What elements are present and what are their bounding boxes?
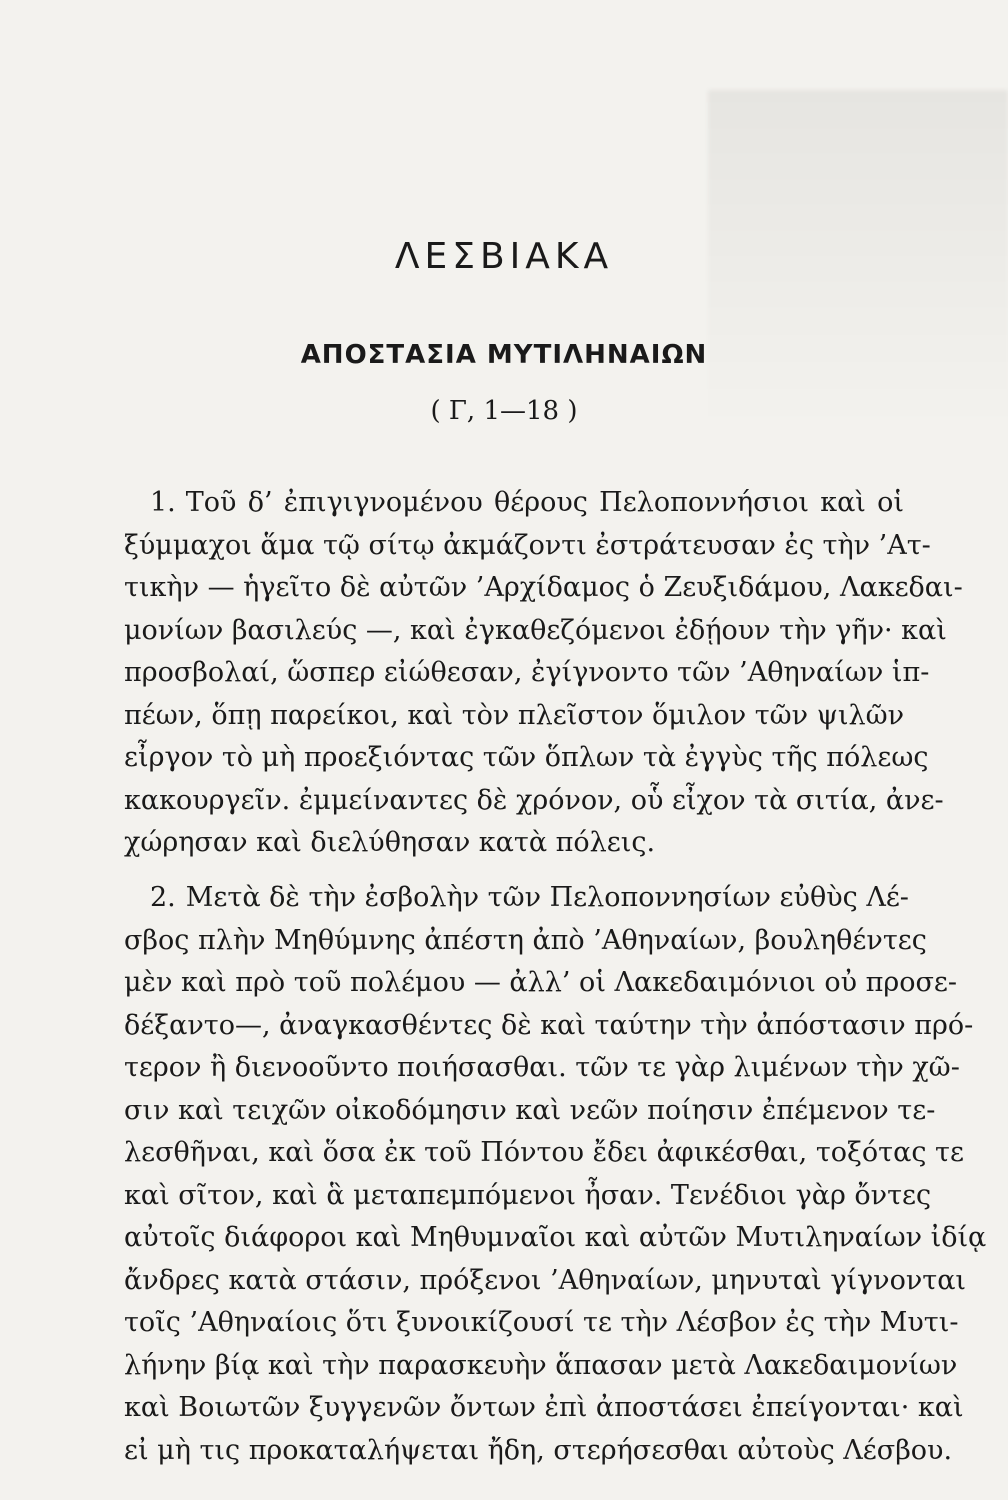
paragraph-line: σιν καὶ τειχῶν οἰκοδόμησιν καὶ νεῶν ποίησιν ἐπέμενον τε- — [124, 1094, 936, 1126]
paragraph-line: καὶ σῖτον, καὶ ἃ μεταπεμπόμενοι ἦσαν. Τενέδιοι γὰρ ὄντες — [124, 1179, 932, 1211]
paragraph-line: δέξαντο—, ἀναγκασθέντες δὲ καὶ ταύτην τὴν ἀπόστασιν πρό- — [124, 1009, 974, 1041]
paragraph-line: εἰ μὴ τις προκαταλήψεται ἤδη, στερήσεσθαι αὐτοὺς Λέσβου. — [124, 1434, 953, 1466]
paragraph-line: λεσθῆναι, καὶ ὅσα ἐκ τοῦ Πόντου ἔδει ἀφικέσθαι, τοξότας τε — [124, 1137, 964, 1168]
paragraph-line: ξύμμαχοι ἅμα τῷ σίτῳ ἀκμάζοντι ἐστράτευσαν ἐς τὴν ’Ατ- — [124, 529, 931, 561]
paragraph-number: 1. — [150, 487, 176, 518]
paragraph-2 — [124, 877, 987, 1472]
paragraph-line: λήνην βίᾳ καὶ τὴν παρασκευὴν ἅπασαν μετὰ Λακεδαιμονίων — [124, 1349, 958, 1381]
paragraph-line: τερον ἢ διενοοῦντο ποιήσασθαι. τῶν τε γὰρ λιμένων τὴν χῶ- — [124, 1052, 960, 1083]
chapter-reference: ( Γ, 1—18 ) — [430, 396, 578, 426]
paragraph-line: χώρησαν καὶ διελύθησαν κατὰ πόλεις. — [124, 827, 656, 858]
paragraph-line: 1. Τοῦ δ’ ἐπιγιγνομένου θέρους Πελοποννήσιοι καὶ οἱ — [150, 487, 904, 518]
paragraph-line: καὶ Βοιωτῶν ξυγγενῶν ὄντων ἐπὶ ἀποστάσει ἐπείγονται· καὶ — [124, 1392, 964, 1423]
paragraph-line: πέων, ὅπῃ παρείκοι, καὶ τὸν πλεῖστον ὅμιλον τῶν ψιλῶν — [124, 699, 904, 731]
paragraph-1 — [124, 482, 963, 865]
paragraph-line: τοῖς ’Αθηναίοις ὅτι ξυνοικίζουσί τε τὴν Λέσβον ἐς τὴν Μυτι- — [124, 1307, 959, 1338]
paragraph-line: προσβολαί, ὥσπερ εἰώθεσαν, ἐγίγνοντο τῶν ’Αθηναίων ἱπ- — [124, 657, 930, 688]
paragraph-line: αὐτοῖς διάφοροι καὶ Μηθυμναῖοι καὶ αὐτῶν Μυτιληναίων ἰδίᾳ — [124, 1222, 987, 1253]
section-subtitle: ΑΠΟΣΤΑΣΙΑ ΜΥΤΙΛΗΝΑΙΩΝ — [300, 340, 708, 370]
paragraph-line: μὲν καὶ πρὸ τοῦ πολέμου — ἀλλ’ οἱ Λακεδαιμόνιοι οὐ προσε- — [124, 967, 958, 998]
paragraph-line: κακουργεῖν. ἐμμείναντες δὲ χρόνον, οὗ εἶχον τὰ σιτία, ἀνε- — [124, 784, 944, 816]
paragraph-line: 2. Μετὰ δὲ τὴν ἐσβολὴν τῶν Πελοποννησίων εὐθὺς Λέ- — [150, 882, 909, 913]
paragraph-line: σβος πλὴν Μηθύμνης ἀπέστη ἀπὸ ’Αθηναίων, βουληθέντες — [124, 924, 927, 956]
paragraph-number: 2. — [150, 882, 176, 913]
page-title: ΛΕΣΒΙΑΚΑ — [394, 236, 614, 277]
paragraph-line: εἶργον τὸ μὴ προεξιόντας τῶν ὅπλων τὰ ἐγγὺς τῆς πόλεως — [124, 742, 929, 773]
paragraph-line: ἄνδρες κατὰ στάσιν, πρόξενοι ’Αθηναίων, μηνυταὶ γίγνονται — [124, 1264, 967, 1296]
paragraph-line: τικὴν — ἡγεῖτο δὲ αὐτῶν ’Αρχίδαμος ὁ Ζευξιδάμου, Λακεδαι- — [124, 572, 963, 603]
paragraph-line: μονίων βασιλεύς —, καὶ ἐγκαθεζόμενοι ἐδῄουν τὴν γῆν· καὶ — [124, 614, 947, 646]
